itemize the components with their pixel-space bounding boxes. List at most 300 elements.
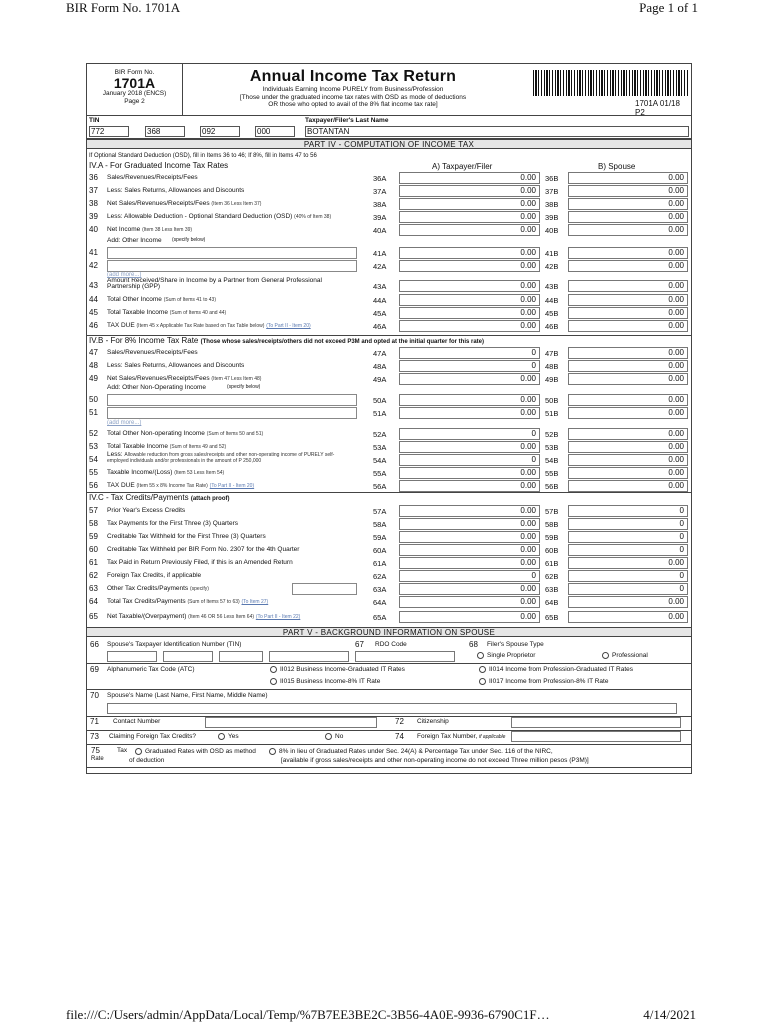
item-label	[107, 213, 331, 220]
item-code-a: 38A	[373, 200, 387, 209]
item-number: 43	[89, 281, 98, 290]
taxpayer-amount-field[interactable]: 0.00	[399, 557, 540, 569]
opt-8-label: 8% in lieu of Graduated Rates under Sec. 24(A) & Percentage Tax under Sec. 116 of the NIRC,	[279, 748, 553, 756]
radio-icon	[602, 652, 609, 659]
item-number: 64	[89, 597, 98, 606]
taxpayer-amount-field[interactable]: 0.00	[399, 480, 540, 492]
item-label-text: Net Taxable/(Overpayment)	[107, 613, 187, 620]
opt-single-proprietor[interactable]	[477, 652, 535, 659]
item-label-text: TAX DUE	[107, 322, 135, 329]
item-number: 46	[89, 321, 98, 330]
last-name-field[interactable]: BOTANTAN	[305, 126, 689, 137]
spouse-amount-field[interactable]: 0.00	[568, 247, 688, 259]
spouse-amount-field[interactable]: 0.00	[568, 480, 688, 492]
item-label	[107, 598, 268, 605]
item-label	[107, 533, 266, 540]
item-number: 40	[89, 225, 98, 234]
taxpayer-amount-field[interactable]: 0.00	[399, 505, 540, 517]
computation-row	[87, 198, 691, 210]
item-code-a: 48A	[373, 362, 387, 371]
other-income-input[interactable]	[107, 247, 357, 259]
form-header	[87, 64, 691, 116]
form-page: Page 2	[124, 98, 145, 105]
opt-yes[interactable]	[218, 733, 239, 740]
item-72-label: Citizenship	[417, 718, 449, 725]
radio-icon	[135, 748, 142, 755]
item-code-b: 55B	[545, 469, 559, 478]
tin-field-3[interactable]: 092	[200, 126, 240, 137]
item-code-a: 46A	[373, 322, 387, 331]
item-link[interactable]: (To Item 27)	[241, 599, 269, 605]
item-68-number: 68	[469, 640, 478, 649]
item-code-b: 58B	[545, 520, 559, 529]
other-income-input[interactable]	[107, 260, 357, 272]
taxpayer-amount-field[interactable]: 0	[399, 360, 540, 372]
foreign-tax-number-field[interactable]	[511, 731, 681, 742]
item-label-text: Tax Paid in Return Previously Filed, if this is an Amended Return	[107, 559, 293, 566]
computation-row	[87, 557, 691, 569]
computation-row	[87, 277, 691, 292]
atc-ii012-label: II012 Business Income-Graduated IT Rates	[280, 666, 405, 674]
computation-row	[87, 394, 691, 406]
item-code-b: 51B	[545, 409, 559, 418]
item-number: 65	[89, 612, 98, 621]
bir-form-1701a	[86, 63, 692, 774]
item-label	[107, 430, 263, 437]
item-label-text: Tax Payments for the First Three (3) Quarters	[107, 520, 239, 527]
item-label	[107, 322, 311, 329]
computation-row	[87, 544, 691, 556]
item-70-label: Spouse's Name (Last Name, First Name, Middle Name)	[107, 692, 268, 699]
spouse-amount-field[interactable]: 0.00	[568, 172, 688, 184]
computation-row	[87, 407, 691, 419]
item-number: 54	[89, 455, 98, 464]
item-code-a: 59A	[373, 533, 387, 542]
item-code-b: 42B	[545, 262, 559, 271]
item-code-a: 49A	[373, 375, 387, 384]
item-code-a: 53A	[373, 443, 387, 452]
atc-ii014-label: II014 Income from Profession-Graduated IT Rates	[489, 666, 634, 674]
col-a-header: A) Taxpayer/Filer	[432, 162, 493, 171]
other-income-input[interactable]	[107, 394, 357, 406]
item-72-number: 72	[395, 717, 404, 726]
item-label	[107, 520, 238, 527]
item-number: 41	[89, 248, 98, 257]
last-name-label: Taxpayer/Filer's Last Name	[305, 117, 389, 124]
item-label-text: Amount Received/Share in Income by a Partner from General Professional	[107, 277, 322, 284]
spouse-amount-field[interactable]: 0	[568, 583, 688, 595]
item-code-a: 64A	[373, 598, 387, 607]
spouse-tin-2[interactable]	[163, 651, 213, 662]
barcode-label: 1701A 01/18 P2	[635, 99, 680, 117]
section-ivc-note: (attach proof)	[190, 496, 230, 502]
section-ivb-label: IV.B - For 8% Income Tax Rate	[89, 336, 199, 345]
item-code-b: 64B	[545, 598, 559, 607]
spouse-amount-field[interactable]: 0.00	[568, 360, 688, 372]
spouse-amount-field[interactable]: 0.00	[568, 280, 688, 292]
spouse-amount-field[interactable]: 0.00	[568, 307, 688, 319]
bir-form-no-label: BIR Form No.	[114, 69, 155, 76]
tin-field-2[interactable]: 368	[145, 126, 185, 137]
item-label	[107, 507, 185, 514]
taxpayer-amount-field[interactable]: 0.00	[399, 211, 540, 223]
computation-row	[87, 467, 691, 479]
part-v-title: PART V - BACKGROUND INFORMATION ON SPOUSE	[87, 627, 691, 637]
radio-icon	[218, 733, 225, 740]
item-link[interactable]: (To Part II - Item 20)	[209, 483, 255, 489]
item-number: 63	[89, 584, 98, 593]
taxpayer-amount-field[interactable]: 0.00	[399, 407, 540, 419]
spouse-amount-field[interactable]: 0.00	[568, 347, 688, 359]
computation-row	[87, 480, 691, 492]
add-other-nonop-label: Add: Other Non-Operating Income	[107, 384, 206, 391]
item-label	[107, 362, 244, 369]
form-subtitle-3: OR those who opted to avail of the 8% flat income tax rate]	[268, 101, 438, 108]
item-link[interactable]: (To Part II - Item 22)	[255, 614, 301, 620]
taxpayer-amount-field[interactable]: 0.00	[399, 544, 540, 556]
taxpayer-amount-field[interactable]: 0.00	[399, 260, 540, 272]
taxpayer-amount-field[interactable]: 0.00	[399, 373, 540, 385]
item-code-a: 65A	[373, 613, 387, 622]
spouse-amount-field[interactable]: 0.00	[568, 198, 688, 210]
item-code-b: 45B	[545, 309, 559, 318]
spouse-amount-field[interactable]: 0.00	[568, 557, 688, 569]
item-code-b: 49B	[545, 375, 559, 384]
item-label-text: Less:	[107, 451, 123, 458]
spouse-amount-field[interactable]: 0.00	[568, 596, 688, 608]
item-label-text: Sales/Revenues/Receipts/Fees	[107, 174, 198, 181]
item-74-label-note: if applicable	[479, 734, 506, 740]
item-code-b: 43B	[545, 282, 559, 291]
spouse-amount-field[interactable]: 0.00	[568, 320, 688, 332]
spouse-amount-field[interactable]: 0.00	[568, 373, 688, 385]
item-label	[107, 200, 261, 207]
item-number: 56	[89, 481, 98, 490]
item-number: 44	[89, 295, 98, 304]
tin-field-1[interactable]: 772	[89, 126, 129, 137]
item-number: 39	[89, 212, 98, 221]
spouse-amount-field[interactable]: 0.00	[568, 185, 688, 197]
item-code-b: 40B	[545, 226, 559, 235]
computation-row	[87, 320, 691, 332]
atc-ii015-label: II015 Business Income-8% IT Rate	[280, 678, 381, 686]
section-ivb-note: (Those whose sales/receipts/others did not exceed P3M and opted at the initial quarter for this rate)	[200, 339, 485, 345]
radio-icon	[269, 748, 276, 755]
taxpayer-amount-field[interactable]: 0	[399, 454, 540, 466]
section-ivc-label: IV.C - Tax Credits/Payments	[89, 493, 189, 502]
taxpayer-amount-field[interactable]: 0.00	[399, 441, 540, 453]
item-label-text: TAX DUE	[107, 482, 135, 489]
radio-icon	[325, 733, 332, 740]
item-note: (Item 45 x Applicable Tax Rate based on Tax Table below)	[136, 323, 265, 329]
taxpayer-amount-field[interactable]: 0	[399, 347, 540, 359]
computation-row	[87, 360, 691, 372]
item-number: 36	[89, 173, 98, 182]
add-other-income-note: (specify below)	[172, 237, 206, 243]
item-label	[107, 482, 254, 489]
specify-input[interactable]	[292, 583, 357, 595]
item-67-number: 67	[355, 640, 364, 649]
radio-icon	[270, 678, 277, 685]
item-code-b: 63B	[545, 585, 559, 594]
taxpayer-amount-field[interactable]: 0.00	[399, 467, 540, 479]
item-code-a: 37A	[373, 187, 387, 196]
computation-row	[87, 224, 691, 236]
taxpayer-amount-field[interactable]: 0	[399, 428, 540, 440]
taxpayer-amount-field[interactable]: 0.00	[399, 518, 540, 530]
add-other-nonop-note: (specify below)	[227, 384, 261, 390]
item-code-a: 51A	[373, 409, 387, 418]
divider	[87, 689, 691, 690]
item-label	[107, 443, 226, 450]
item-label	[107, 559, 293, 566]
item-note: (Sum of Items 57 to 63)	[187, 599, 240, 605]
item-code-b: 57B	[545, 507, 559, 516]
item-link[interactable]: (To Part II - Item 20)	[266, 323, 311, 329]
computation-row	[87, 505, 691, 517]
citizenship-field[interactable]	[511, 717, 681, 728]
spouse-amount-field[interactable]: 0.00	[568, 611, 688, 623]
item-75-rate-label: Rate	[91, 756, 104, 762]
item-code-b: 61B	[545, 559, 559, 568]
print-page-indicator: Page 1 of 1	[639, 0, 698, 15]
radio-icon	[479, 666, 486, 673]
taxpayer-amount-field[interactable]: 0.00	[399, 307, 540, 319]
taxpayer-amount-field[interactable]: 0.00	[399, 185, 540, 197]
item-label-text: Net Income	[107, 226, 141, 233]
divider	[87, 744, 691, 745]
spouse-amount-field[interactable]: 0	[568, 570, 688, 582]
item-code-b: 52B	[545, 430, 559, 439]
rdo-code-field[interactable]	[355, 651, 455, 662]
item-code-a: 61A	[373, 559, 387, 568]
tin-field-4[interactable]: 000	[255, 126, 295, 137]
item-code-a: 55A	[373, 469, 387, 478]
item-code-a: 52A	[373, 430, 387, 439]
spouse-amount-field[interactable]: 0.00	[568, 454, 688, 466]
taxpayer-amount-field[interactable]: 0.00	[399, 320, 540, 332]
item-label-text: Creditable Tax Withheld for the First Three (3) Quarters	[107, 533, 266, 540]
spouse-amount-field[interactable]: 0.00	[568, 407, 688, 419]
spouse-amount-field[interactable]: 0.00	[568, 467, 688, 479]
spouse-amount-field[interactable]: 0.00	[568, 428, 688, 440]
spouse-tin-3[interactable]	[219, 651, 263, 662]
item-code-a: 54A	[373, 456, 387, 465]
item-label-text: Sales/Revenues/Receipts/Fees	[107, 349, 198, 356]
item-code-a: 36A	[373, 174, 387, 183]
item-label	[107, 226, 192, 233]
taxpayer-amount-field[interactable]: 0	[399, 570, 540, 582]
spouse-amount-field[interactable]: 0	[568, 544, 688, 556]
spouse-amount-field[interactable]: 0	[568, 531, 688, 543]
opt-professional[interactable]	[602, 652, 648, 659]
item-label	[107, 349, 198, 356]
item-number: 62	[89, 571, 98, 580]
item-code-b: 41B	[545, 249, 559, 258]
taxpayer-amount-field[interactable]: 0.00	[399, 596, 540, 608]
taxpayer-amount-field[interactable]: 0.00	[399, 294, 540, 306]
item-code-b: 62B	[545, 572, 559, 581]
atc-ii015[interactable]	[270, 678, 380, 685]
item-label-text-2: Partnership (GPP)	[107, 283, 161, 290]
spouse-amount-field[interactable]: 0.00	[568, 211, 688, 223]
item-number: 47	[89, 348, 98, 357]
item-label-text: Total Other Non-operating Income	[107, 430, 205, 437]
item-label	[107, 452, 334, 464]
spouse-amount-field[interactable]: 0.00	[568, 260, 688, 272]
item-69-label: Alphanumeric Tax Code (ATC)	[107, 666, 195, 673]
opt-8-label-2: [available if gross sales/receipts and other non-operating income do not exceed Three million pesos (P3M)]	[281, 757, 589, 764]
atc-ii017[interactable]	[479, 678, 608, 685]
item-code-b: 60B	[545, 546, 559, 555]
taxpayer-amount-field[interactable]: 0.00	[399, 531, 540, 543]
computation-row	[87, 428, 691, 440]
opt-no-label: No	[335, 733, 344, 741]
item-note: (40% of Item 38)	[294, 214, 332, 220]
item-code-b: 44B	[545, 296, 559, 305]
item-label	[107, 187, 244, 194]
spouse-amount-field[interactable]: 0.00	[568, 294, 688, 306]
computation-row	[87, 347, 691, 359]
item-label	[107, 613, 300, 620]
item-label	[107, 469, 224, 476]
item-code-b: 50B	[545, 396, 559, 405]
item-note: (Item 47 Less Item 48)	[211, 376, 262, 382]
item-label-text: Total Taxable Income	[107, 443, 168, 450]
item-note: (Sum of Items 40 and 44)	[169, 310, 227, 316]
item-number: 59	[89, 532, 98, 541]
item-71-number: 71	[90, 717, 99, 726]
taxpayer-amount-field[interactable]: 0.00	[399, 198, 540, 210]
spouse-amount-field[interactable]: 0.00	[568, 394, 688, 406]
item-label	[107, 174, 198, 181]
atc-ii017-label: II017 Income from Profession-8% IT Rate	[489, 678, 609, 686]
item-label	[107, 375, 261, 382]
item-68-label: Filer's Spouse Type	[487, 641, 544, 648]
item-label-text: Less: Sales Returns, Allowances and Discounts	[107, 362, 245, 369]
taxpayer-amount-field[interactable]: 0.00	[399, 611, 540, 623]
item-note: (Sum of Items 50 and 51)	[206, 431, 264, 437]
part-iv-title: PART IV - COMPUTATION OF INCOME TAX	[87, 139, 691, 149]
radio-icon	[479, 678, 486, 685]
item-code-a: 63A	[373, 585, 387, 594]
contact-number-field[interactable]	[205, 717, 377, 728]
item-code-a: 57A	[373, 507, 387, 516]
radio-icon	[270, 666, 277, 673]
item-label	[107, 296, 216, 303]
item-code-a: 50A	[373, 396, 387, 405]
osd-note: If Optional Standard Deduction (OSD), fill in Items 36 to 46; If 8%, fill in Items 47 to 56	[89, 153, 317, 159]
item-74-label-main: Foreign Tax Number,	[417, 733, 478, 740]
add-more-link[interactable]: (add more...)	[107, 420, 142, 426]
spouse-amount-field[interactable]: 0.00	[568, 441, 688, 453]
print-footer-path: file:///C:/Users/admin/AppData/Local/Temp/%7B7EE3BE2C-3B56-4A0E-9936-6790C1F…	[66, 1007, 550, 1022]
other-income-input[interactable]	[107, 407, 357, 419]
item-number: 55	[89, 468, 98, 477]
item-note: (Sum of Items 41 to 43)	[163, 297, 216, 303]
atc-ii014[interactable]	[479, 666, 633, 673]
taxpayer-amount-field[interactable]: 0.00	[399, 280, 540, 292]
item-number: 57	[89, 506, 98, 515]
item-number: 50	[89, 395, 98, 404]
item-73-number: 73	[90, 732, 99, 741]
tin-row	[87, 116, 691, 139]
item-number: 58	[89, 519, 98, 528]
item-75-tax-label: Tax	[117, 747, 128, 754]
spouse-tin-1[interactable]	[107, 651, 157, 662]
item-code-b: 46B	[545, 322, 559, 331]
item-label-text: Less: Allowable Deduction - Optional Standard Deduction (OSD)	[107, 213, 293, 220]
computation-row	[87, 611, 691, 623]
item-code-b: 59B	[545, 533, 559, 542]
item-code-b: 47B	[545, 349, 559, 358]
form-title-block	[183, 68, 523, 109]
spouse-tin-4[interactable]	[269, 651, 349, 662]
taxpayer-amount-field[interactable]: 0.00	[399, 172, 540, 184]
taxpayer-amount-field[interactable]: 0.00	[399, 247, 540, 259]
item-71-label: Contact Number	[113, 718, 161, 725]
item-number: 45	[89, 308, 98, 317]
item-note: (Item 55 x 8% Income Tax Rate)	[136, 483, 208, 489]
item-number: 52	[89, 429, 98, 438]
taxpayer-amount-field[interactable]: 0.00	[399, 224, 540, 236]
spouse-name-field[interactable]	[107, 703, 677, 714]
item-number: 51	[89, 408, 98, 417]
opt-graduated-osd[interactable]	[135, 748, 256, 755]
opt-no[interactable]	[325, 733, 343, 740]
item-label	[107, 546, 299, 553]
print-header-title: BIR Form No. 1701A	[66, 0, 181, 15]
item-number: 49	[89, 374, 98, 383]
opt-8-percent[interactable]	[269, 748, 553, 755]
item-code-a: 45A	[373, 309, 387, 318]
computation-row	[87, 583, 691, 595]
opt-yes-label: Yes	[228, 733, 239, 741]
item-label-text: Taxable Income/(Loss)	[107, 469, 173, 476]
item-label-text: Other Tax Credits/Payments	[107, 585, 189, 592]
item-number: 48	[89, 361, 98, 370]
spouse-amount-field[interactable]: 0.00	[568, 224, 688, 236]
item-number: 61	[89, 558, 98, 567]
item-note: Allowable reduction from gross sales/receipts and other non-operating income of PURELY self-	[124, 452, 335, 458]
computation-row	[87, 570, 691, 582]
item-note: (Item 36 Less Item 37)	[211, 201, 262, 207]
computation-row	[87, 451, 691, 466]
col-b-header: B) Spouse	[598, 162, 636, 171]
taxpayer-amount-field[interactable]: 0.00	[399, 583, 540, 595]
opt-prof-label: Professional	[612, 652, 648, 660]
item-label-text: Net Sales/Revenues/Receipts/Fees	[107, 375, 210, 382]
item-code-b: 48B	[545, 362, 559, 371]
spouse-amount-field[interactable]: 0	[568, 505, 688, 517]
taxpayer-amount-field[interactable]: 0.00	[399, 394, 540, 406]
item-66-number: 66	[90, 640, 99, 649]
add-more-link[interactable]: (add more...)	[107, 272, 142, 278]
print-footer-date: 4/14/2021	[643, 1007, 696, 1022]
section-iva-label: IV.A - For Graduated Income Tax Rates	[89, 161, 229, 170]
item-code-a: 62A	[373, 572, 387, 581]
spouse-amount-field[interactable]: 0	[568, 518, 688, 530]
item-code-a: 39A	[373, 213, 387, 222]
opt-graduated-label-2: of deduction	[129, 757, 165, 764]
item-code-a: 60A	[373, 546, 387, 555]
item-note: (Item 53 Less Item 54)	[174, 470, 225, 476]
form-number: 1701A	[113, 75, 156, 91]
atc-ii012[interactable]	[270, 666, 405, 673]
item-code-a: 47A	[373, 349, 387, 358]
computation-row	[87, 596, 691, 608]
item-70-number: 70	[90, 691, 99, 700]
